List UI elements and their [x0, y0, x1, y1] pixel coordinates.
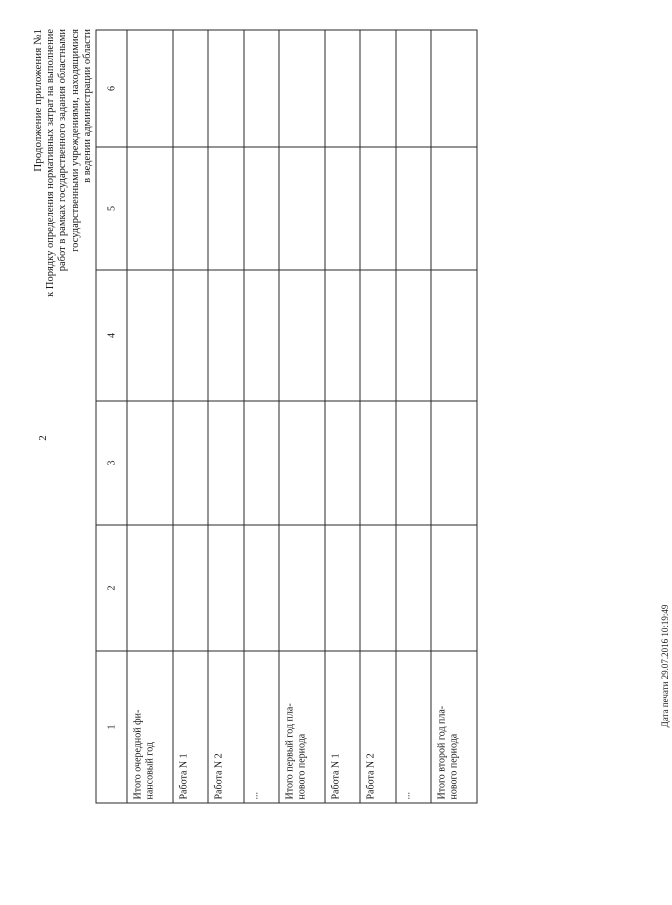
row-label: Работа N 1: [325, 651, 360, 803]
table-cell: [279, 30, 325, 147]
table-cell: [208, 525, 243, 651]
table-cell: [127, 147, 173, 270]
column-header: 3: [96, 401, 127, 525]
header-line-2: к Порядку определения нормативных затрат на выполнение: [44, 29, 56, 297]
table-cell: [208, 270, 243, 401]
table-row: [396, 30, 431, 803]
row-label: ...: [244, 651, 279, 803]
table-cell: [431, 30, 477, 147]
table-cell: [325, 401, 360, 525]
table-cell: [127, 270, 173, 401]
column-header: 6: [96, 30, 127, 147]
table-cell: [244, 270, 279, 401]
table-header-row: [96, 30, 127, 803]
table-cell: [127, 525, 173, 651]
table-cell: [173, 401, 208, 525]
table-cell: [127, 30, 173, 147]
table-row: [360, 30, 395, 803]
table-cell: [360, 525, 395, 651]
table-cell: [279, 525, 325, 651]
table-cell: [431, 401, 477, 525]
table-cell: [279, 270, 325, 401]
row-label: Работа N 2: [208, 651, 243, 803]
table-cell: [360, 30, 395, 147]
table-cell: [360, 147, 395, 270]
column-header: 5: [96, 147, 127, 270]
table-row: [244, 30, 279, 803]
table-cell: [173, 30, 208, 147]
row-label: Работа N 2: [360, 651, 395, 803]
table-cell: [279, 147, 325, 270]
header-line-1: Продолжение приложения №1: [32, 29, 44, 172]
table-cell: [325, 270, 360, 401]
row-label: Итого очередной фи- нансовый год: [127, 651, 173, 803]
table-cell: [244, 147, 279, 270]
column-header: 2: [96, 525, 127, 651]
table-cell: [431, 525, 477, 651]
row-label: Работа N 1: [173, 651, 208, 803]
column-header: 4: [96, 270, 127, 401]
table-cell: [127, 401, 173, 525]
table-cell: [396, 401, 431, 525]
table-row: [127, 30, 173, 803]
table-row: [208, 30, 243, 803]
table-row: [325, 30, 360, 803]
table-cell: [325, 525, 360, 651]
table-cell: [173, 270, 208, 401]
row-label: Итого второй год пла- нового периода: [431, 651, 477, 803]
row-label: Итого первый год пла- нового периода: [279, 651, 325, 803]
cost-table-wrapper: [96, 31, 478, 804]
table-cell: [360, 270, 395, 401]
table-cell: [244, 30, 279, 147]
table-cell: [244, 401, 279, 525]
table-cell: [431, 270, 477, 401]
table-cell: [396, 270, 431, 401]
table-cell: [173, 147, 208, 270]
header-line-3: работ в рамках государственного задания областными: [57, 29, 68, 272]
table-cell: [431, 147, 477, 270]
table-row: [173, 30, 208, 803]
header-line-5: в ведении администрации области: [82, 29, 93, 183]
table-cell: [244, 525, 279, 651]
table-cell: [279, 401, 325, 525]
table-row: [431, 30, 477, 803]
table-row: [279, 30, 325, 803]
table-cell: [360, 401, 395, 525]
table-cell: [325, 147, 360, 270]
cost-table: [96, 30, 478, 804]
page-number: 2: [37, 435, 49, 441]
table-cell: [208, 147, 243, 270]
table-cell: [208, 30, 243, 147]
table-cell: [396, 525, 431, 651]
row-label: ...: [396, 651, 431, 803]
table-cell: [208, 401, 243, 525]
table-cell: [396, 147, 431, 270]
column-header: 1: [96, 651, 127, 803]
header-line-4: государственными учреждениями, находящимися: [69, 29, 81, 252]
table-cell: [325, 30, 360, 147]
table-cell: [173, 525, 208, 651]
print-date: Дата печати 29.07.2016 10:19:49: [660, 604, 670, 728]
table-cell: [396, 30, 431, 147]
